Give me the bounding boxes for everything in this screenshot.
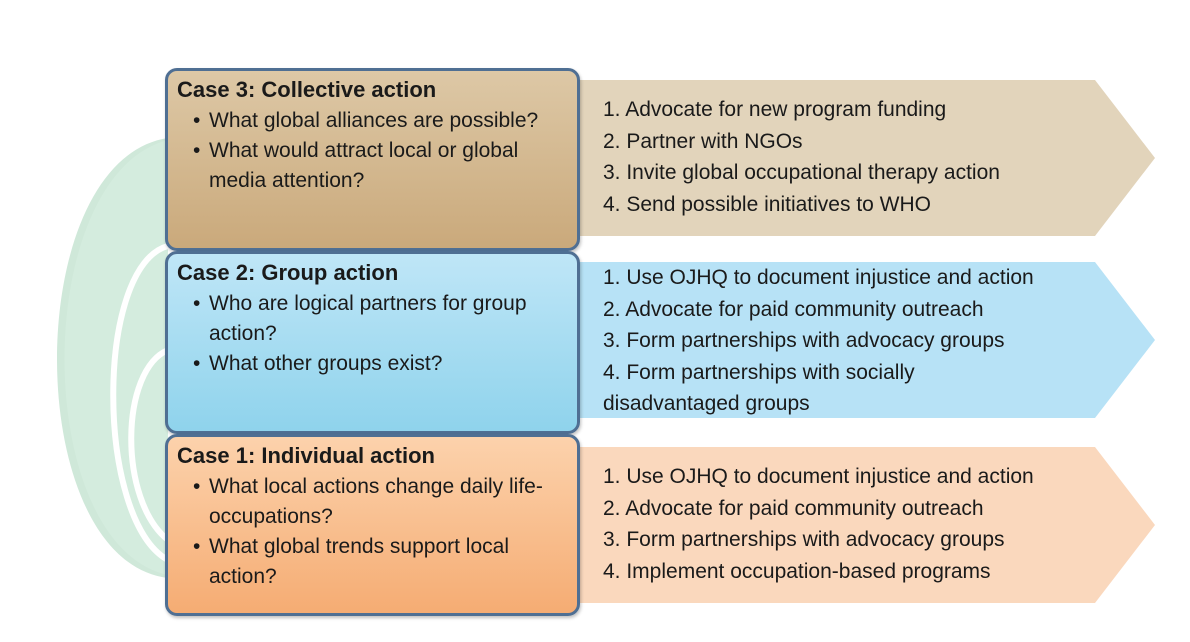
case1-action-item: 2. Advocate for paid community outreach bbox=[603, 496, 984, 520]
case2-action-item: 4. Form partnerships with socially disadvantaged groups bbox=[603, 360, 915, 415]
case1-questions bbox=[177, 472, 569, 592]
case2-action-item: 2. Advocate for paid community outreach bbox=[603, 297, 984, 321]
bullet-marker: • bbox=[193, 475, 201, 498]
case2-actions bbox=[603, 262, 1043, 420]
case1-action-item: 3. Form partnerships with advocacy groups bbox=[603, 528, 1005, 551]
case3-action-item: 3. Invite global occupational therapy action bbox=[603, 161, 1000, 184]
bullet-marker: • bbox=[193, 292, 201, 315]
bullet-marker: • bbox=[193, 109, 201, 132]
case1-action-item: 1. Use OJHQ to document injustice and action bbox=[603, 465, 1034, 488]
bullet-marker: • bbox=[193, 139, 201, 162]
case1-action-item: 4. Implement occupation-based programs bbox=[603, 559, 991, 583]
case1-title: Case 1: Individual action bbox=[177, 443, 435, 468]
case2-title: Case 2: Group action bbox=[177, 260, 399, 285]
case3-questions bbox=[177, 106, 569, 196]
case3-action-item: 2. Partner with NGOs bbox=[603, 129, 803, 153]
bullet-marker: • bbox=[193, 535, 201, 558]
bullet-marker: • bbox=[193, 352, 201, 375]
case1-actions bbox=[603, 461, 1034, 587]
case3-box bbox=[165, 68, 580, 251]
case3-question: • What global alliances are possible? bbox=[177, 106, 569, 136]
case3-question: • What would attract local or global media attention? bbox=[177, 136, 569, 196]
case3-action-item: 1. Advocate for new program funding bbox=[603, 98, 947, 121]
case2-action-item: 1. Use OJHQ to document injustice and action bbox=[603, 266, 1034, 289]
case2-action-item: 3. Form partnerships with advocacy groups bbox=[603, 329, 1005, 352]
case1-box bbox=[165, 434, 580, 616]
case1-question: • What local actions change daily life-occupations? bbox=[177, 472, 569, 532]
case3-actions bbox=[603, 94, 1000, 220]
case3-title: Case 3: Collective action bbox=[177, 77, 437, 102]
case2-question: • What other groups exist? bbox=[177, 349, 569, 379]
case1-question: • What global trends support local action? bbox=[177, 532, 569, 592]
case2-questions bbox=[177, 289, 569, 379]
case3-action-item: 4. Send possible initiatives to WHO bbox=[603, 192, 931, 216]
case2-box bbox=[165, 251, 580, 434]
nested-arcs bbox=[57, 138, 168, 578]
case2-question: • Who are logical partners for group action? bbox=[177, 289, 569, 349]
